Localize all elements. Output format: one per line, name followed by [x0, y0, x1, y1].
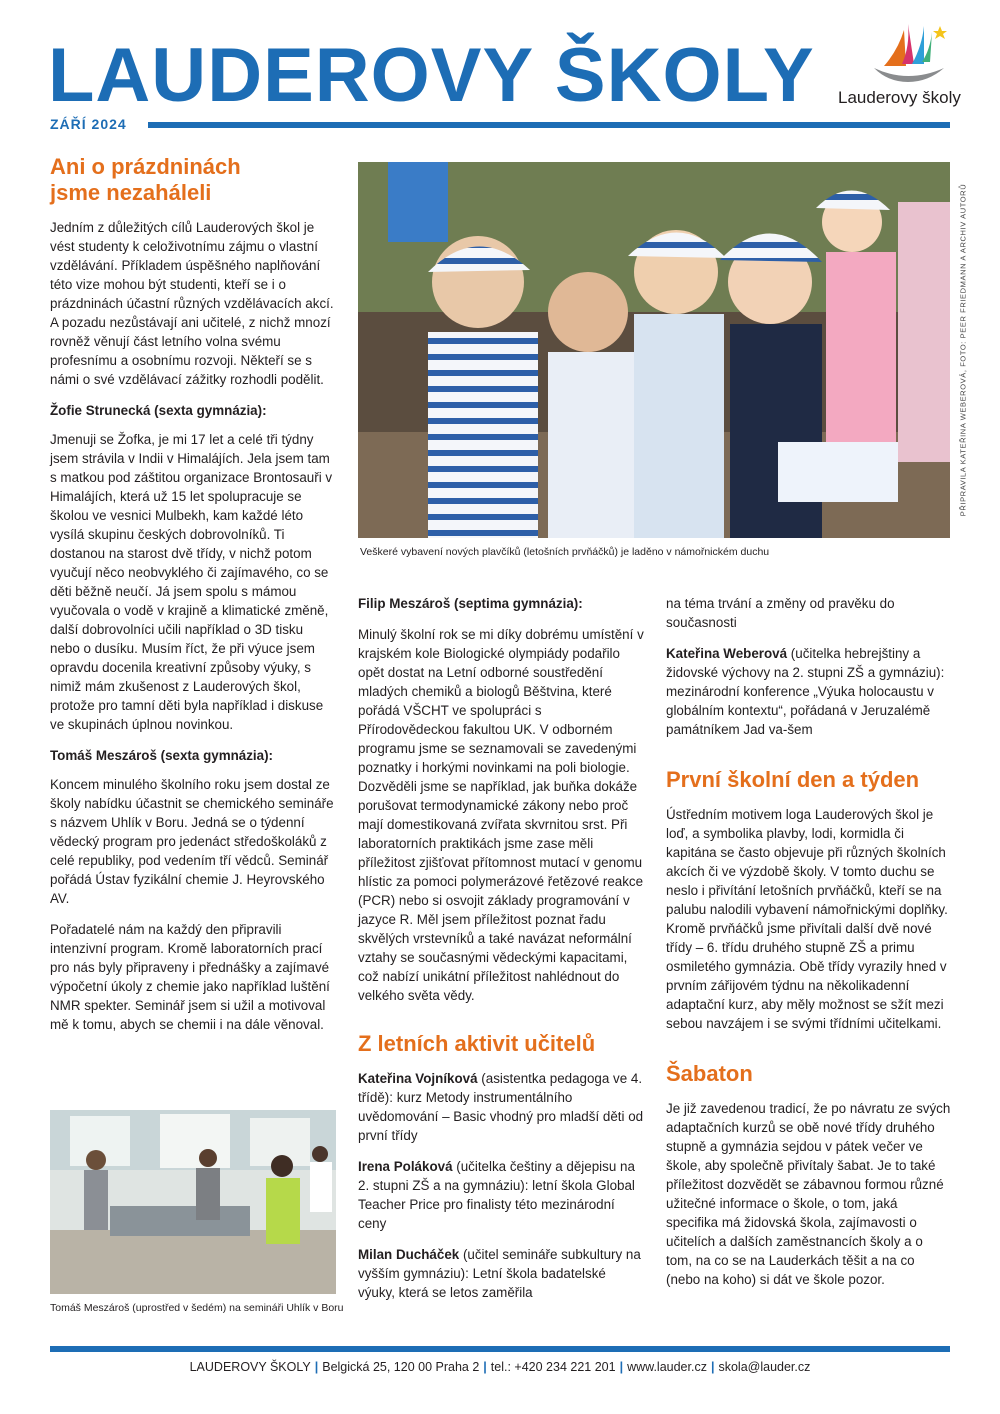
footer-separator: | [314, 1360, 319, 1374]
caption-main-photo: Veškeré vybavení nových plavčíků (letošních prvňáčků) je laděno v námořnickém duchu [360, 546, 770, 558]
photo-first-graders [358, 162, 950, 538]
article-heading-first-day: První školní den a týden [666, 767, 920, 792]
teacher-polakova: Irena Poláková (učitelka češtiny a dějepisu na 2. stupni ZŠ a na gymnáziu): letní škola Global Teacher Price pro finalisty této mezinárodní ceny [358, 1159, 635, 1231]
footer-separator: | [483, 1360, 487, 1374]
footer-phone: tel.: +420 234 221 201 [490, 1360, 616, 1374]
filip-paragraph: Minulý školní rok se mi díky dobrému umístění v krajském kole Biologické olympiády podařilo opět dostat na Letní odborné soustředění mladých chemiků a biologů Běštvina, které pořádá VŠCHT ve spolupráci s Přírodovědeckou fakultou UK. V odborném programu jsme se seznamovali se zavedenými poznatky i horkými novinkami na poli biologie. Dozvěděli jsme se například, jak buňka dokáže porušovat termodynamické zákony nebo proč mají domestikovaná zvířata skvrnitou srst. Při laboratorních praktikách jsme zase měli příležitost zjišťovat přítomnost mutací v genomu hlístic za pomoci polymerázové řetězové reakce (PCR) nebo si osvojit základy programování v jazyce R. Měl jsem příležitost poznat řadu skvělých vrstevníků a také navázat neformální vztahy se současnými vědeckými kapacitami, což nabízí unikátní příležitost nahlédnout do velkého světa vědy. [358, 627, 644, 1003]
intro-paragraph: Jedním z důležitých cílů Lauderových škol je vést studenty k celoživotnímu zájmu o vlastní vzdělávání. Příkladem úspěšného naplňování této vize mohou být studenti, kteří se i o prázdninách účastní různých vzdělávacích akcí. A pozadu nezůstávají ani učitelé, z nichž mnozí rovněž věnují část letního volna svému profesnímu a osobnímu rozvoji. Někteří se s námi o své vzdělávací zážitky rozhodli podělit. [50, 220, 334, 387]
photo-chemistry-seminar [50, 1110, 336, 1294]
caption-small-photo: Tomáš Meszároš (uprostřed v šedém) na semináři Uhlík v Boru [50, 1302, 344, 1314]
header-rule [148, 122, 950, 128]
logo-wordmark: Lauderovy školy [838, 88, 961, 107]
teacher-vojnikova: Kateřina Vojníková (asistentka pedagoga ve 4. třídě): kurz Metody instrumentálního uvědomování – Basic vhodný pro mladší děti od první třídy [358, 1071, 644, 1143]
tomas-paragraph-2: Pořadatelé nám na každý den připravili intenzivní program. Kromě laboratorních prací pro nás byly připraveny i přednášky a zajímavé výpočetní úkoly z chemie jako například luštění NMR spekter. Seminář jsem si užil a motivoval mě k tomu, abych se chemii i na dále věnoval. [50, 922, 330, 1032]
subheading-tomas: Tomáš Meszároš (sexta gymnázia): [50, 748, 274, 763]
footer-contact [0, 1360, 1000, 1374]
issue-date: ZÁŘÍ 2024 [50, 116, 127, 132]
tomas-paragraph-1: Koncem minulého školního roku jsem dostal ze školy nabídku účastnit se chemického semináře s názvem Uhlík v Boru. Jedná se o týdenní vědecký program pro jedenáct středoškoláků z celé republiky, pod vedením tří vědců. Seminář pořádá Ústav fyzikální chemie J. Heyrovského AV. [50, 777, 334, 906]
photo-credit: PŘIPRAVILA KATEŘINA WEBEROVÁ, FOTO: PEER FRIEDMANN A ARCHIV AUTORŮ [958, 183, 968, 517]
first-day-paragraph: Ústředním motivem loga Lauderových škol je loď, a symbolika plavby, lodi, kormidla či kapitána se často objevuje při různých školních akcích či ve výzdobě školy. V tomto duchu se neslo i přivítání letošních prvňáčků, kteří se na palubu nalodili vybavení námořnickými doplňky. Kromě prvňáčků jsme přivítali další dvě nové třídy – 6. třídu druhého stupně ZŠ a primu osmiletého gymnázia. Obě třídy vyrazily hned v prvním zářijovém týdnu na několikadenní adaptační kurz, aby měly možnost se sžít mezi sebou navzájem i se svými třídními učitelkami. [666, 807, 948, 1031]
teacher-duchacek: Milan Ducháček (učitel semináře subkultury na vyšším gymnáziu): Letní škola badatelské výuky, která se letos zaměřila [358, 1247, 641, 1300]
sabaton-paragraph: Je již zavedenou tradicí, že po návratu ze svých adaptačních kurzů se obě nové třídy druhého stupně a gymnázia sejdou v pátek večer ve škole, aby společně přivítaly šabat. Je to také příležitost dozvědět se zábavnou formou různé užitečné informace o škole, o tom, jaká specifika má židovská škola, zajímavosti o učitelích a dalších zaměstnancích školy a o tom, na co se na Lauderkách těšit a na co (nebo na koho) si dát ve škole pozor. [666, 1101, 951, 1287]
footer-separator: | [619, 1360, 624, 1374]
column-middle [358, 594, 646, 1302]
footer-address: Belgická 25, 120 00 Praha 2 [322, 1360, 480, 1374]
footer-rule [50, 1346, 950, 1352]
column-left [50, 154, 336, 1034]
zofie-paragraph: Jmenuji se Žofka, je mi 17 let a celé tři týdny jsem strávila v Indii v Himalájích. Jela jsem tam s matkou pod záštitou organizace Brontosauři v Himalájích, která už 15 let spolupracuje se školou ve vesnici Mulbekh, kam každé léto vysílá skupinu českých dobrovolníků. Ti dostanou na starost dvě třídy, v nichž potom vyučují něco neobvyklého či zajímavého, co se děti běžně neučí. Já jsem spolu s mámou vyučovala o vodě v krajině a klimatické změně, další dobrovolníci učili například o 3D tisku nebo o dusíku. Musím říct, že při výuce jsem opravdu docenila kreativní způsoby výuky, s nimiž mám zkušenost z Lauderových škol, protože pro tamní děti byla například i diskuse ve skupinách úplnou novinkou. [50, 432, 333, 732]
teacher-weberova: Kateřina Weberová (učitelka hebrejštiny a židovské výchovy na 2. stupni ZŠ a gymnáziu): mezinárodní konference „Výuka holocaustu v globálním kontextu“, pořádaná v Jeruzalémě památníkem Jad va-šem [666, 646, 945, 737]
footer-school-name: LAUDEROVY ŠKOLY [189, 1360, 311, 1374]
footer-separator: | [710, 1360, 715, 1374]
subheading-zofie: Žofie Strunecká (sexta gymnázia): [50, 403, 267, 418]
article-heading-holidays: Ani o prázdninách jsme nezaháleli [50, 154, 241, 205]
masthead-title: LAUDEROVY ŠKOLY [48, 33, 815, 118]
teacher-duchacek-continued: na téma trvání a změny od pravěku do současnosti [666, 596, 895, 630]
footer-email-link[interactable]: skola@lauder.cz [718, 1360, 811, 1374]
subheading-filip: Filip Meszároš (septima gymnázia): [358, 596, 583, 611]
column-right [666, 594, 952, 1289]
footer-web-link[interactable]: www.lauder.cz [627, 1360, 707, 1374]
article-heading-teachers: Z letních aktivit učitelů [358, 1031, 596, 1056]
article-heading-sabaton: Šabaton [666, 1061, 753, 1086]
school-logo-icon [868, 20, 948, 90]
